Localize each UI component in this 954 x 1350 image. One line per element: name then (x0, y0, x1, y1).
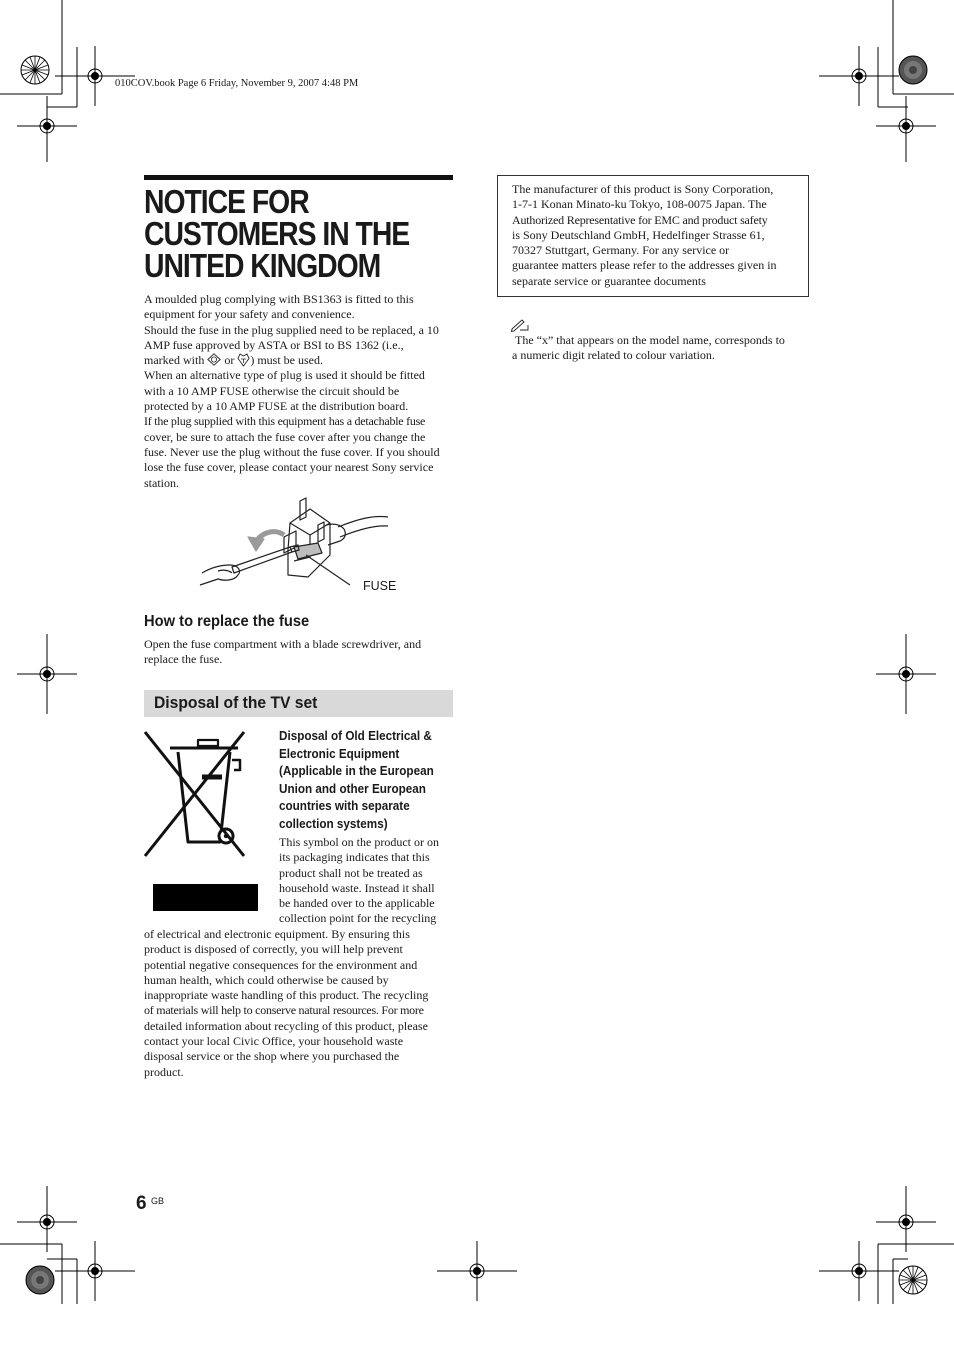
text-line: potential negative consequences for the environment and (144, 957, 418, 972)
text-line: be handed over to the applicable (279, 896, 435, 911)
asta-mark-icon (207, 353, 221, 366)
text-line: a numeric digit related to colour variation. (512, 348, 715, 363)
disposal-section-header (144, 690, 453, 717)
pencil-note-icon (511, 318, 529, 332)
text-line: equipment for your safety and convenience. (144, 307, 355, 322)
weee-paragraph-continued (144, 927, 456, 1080)
manufacturer-info-box (497, 175, 809, 297)
text-line: with a 10 AMP FUSE otherwise the circuit should be (144, 383, 400, 398)
text-fragment: or (224, 353, 235, 368)
text-line: product shall not be treated as (279, 865, 423, 880)
heading-line: (Applicable in the European (279, 763, 434, 779)
text-line: household waste. Instead it shall (279, 880, 435, 895)
text-line: protected by a 10 AMP FUSE at the distribution board. (144, 399, 409, 414)
manufacturer-text (512, 182, 798, 289)
page-number: 6 (136, 1193, 147, 1214)
heading-line: Union and other European (279, 780, 426, 796)
replace-fuse-heading: How to replace the fuse (144, 613, 310, 630)
fuse-label: FUSE (363, 579, 397, 593)
weee-black-bar (153, 884, 258, 911)
text-line: AMP fuse approved by ASTA or BSI to BS 1362 (i.e., (144, 337, 404, 352)
text-line: When an alternative type of plug is used it should be fitted (144, 368, 425, 383)
text-line: lose the fuse cover, please contact your nearest Sony service (144, 460, 434, 475)
text-line: collection point for the recycling (279, 911, 437, 926)
page-language-code: GB (151, 1196, 165, 1206)
text-line: product. (144, 1064, 184, 1079)
text-fragment: ) must be used. (250, 353, 323, 368)
crossed-out-wheelie-bin-icon (144, 730, 244, 860)
heading-line: Electronic Equipment (279, 745, 400, 761)
text-line: Should the fuse in the plug supplied need to be replaced, a 10 (144, 322, 439, 337)
text-line: contact your local Civic Office, your household waste (144, 1034, 404, 1049)
text-line: product is disposed of correctly, you will help prevent (144, 942, 403, 957)
file-info-line: 010COV.book Page 6 Friday, November 9, 2007 4:48 PM (115, 78, 359, 89)
title-line-3: UNITED KINGDOM (144, 247, 381, 284)
text-fragment: marked with (144, 353, 205, 368)
intro-paragraph (144, 292, 454, 491)
heading-line: collection systems) (279, 815, 388, 831)
text-line: of materials will help to conserve natural resources. For more (144, 1003, 424, 1018)
page-title (144, 183, 419, 284)
text-line: disposal service or the shop where you purchased the (144, 1049, 400, 1064)
bsi-kitemark-icon (237, 353, 250, 367)
text-line: 70327 Stuttgart, Germany. For any service or (512, 243, 730, 258)
text-line: fuse. Never use the plug without the fuse cover. If you should (144, 444, 440, 459)
text-line: detailed information about recycling of this product, please (144, 1018, 428, 1033)
text-line: cover, be sure to attach the fuse cover after you change the (144, 429, 426, 444)
title-line-2: CUSTOMERS IN THE (144, 215, 410, 252)
text-line: 1-7-1 Konan Minato-ku Tokyo, 108-0075 Japan. The (512, 197, 767, 212)
title-rule (144, 175, 453, 180)
text-line: of electrical and electronic equipment. By ensuring this (144, 927, 410, 941)
text-line: is Sony Deutschland GmbH, Hedelfinger Strasse 61, (512, 227, 765, 242)
text-line: human health, which could otherwise be caused by (144, 972, 389, 987)
heading-line: countries with separate (279, 798, 410, 814)
text-line: its packaging indicates that this (279, 850, 430, 865)
replace-fuse-text (144, 637, 454, 668)
text-line: separate service or guarantee documents (512, 273, 706, 288)
text-line: Authorized Representative for EMC and product safety (512, 212, 768, 227)
text-line-with-marks (144, 353, 454, 368)
text-line: inappropriate waste handling of this product. The recycling (144, 988, 429, 1003)
heading-line: Disposal of Old Electrical & (279, 728, 432, 743)
text-line: Open the fuse compartment with a blade screwdriver, and (144, 637, 422, 651)
weee-paragraph-start (279, 835, 457, 927)
weee-heading (279, 727, 446, 833)
text-line: A moulded plug complying with BS1363 is fitted to this (144, 292, 414, 306)
text-line: If the plug supplied with this equipment has a detachable fuse (144, 414, 426, 429)
text-line: The “x” that appears on the model name, corresponds to (515, 333, 785, 347)
text-line: The manufacturer of this product is Sony Corporation, (512, 182, 774, 196)
text-line: This symbol on the product or on (279, 835, 439, 849)
text-line: station. (144, 475, 179, 490)
title-line-1: NOTICE FOR (144, 183, 309, 220)
text-line: guarantee matters please refer to the addresses given in (512, 258, 777, 273)
text-line: replace the fuse. (144, 652, 223, 667)
disposal-heading: Disposal of the TV set (154, 693, 318, 712)
note-text (512, 333, 812, 364)
